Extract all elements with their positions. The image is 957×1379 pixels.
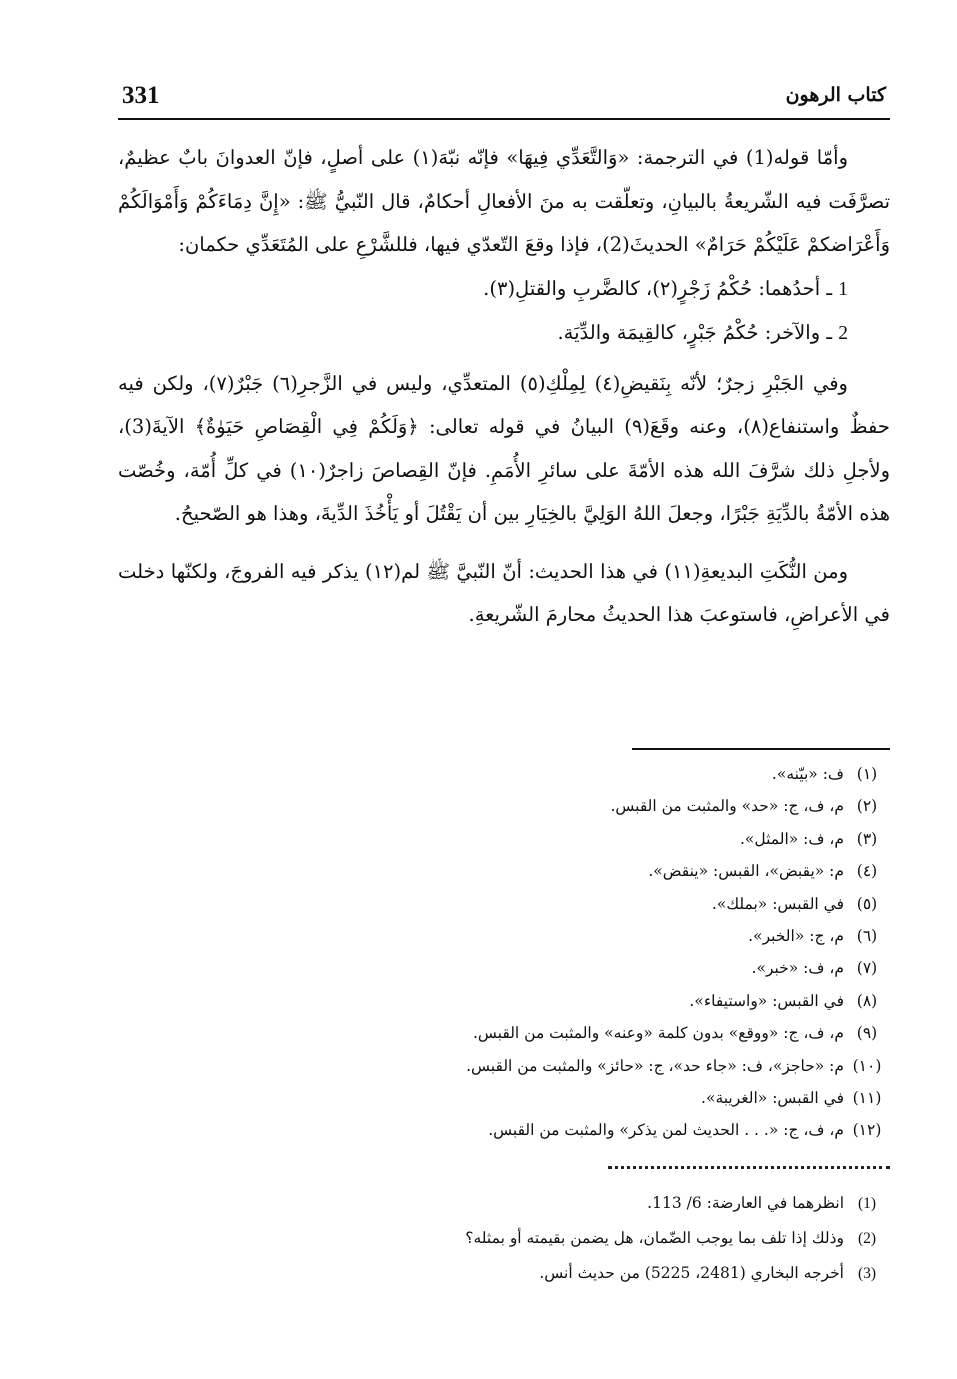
footnote-text: م، ف، ج: «. . . الحديث لمن يذكر» والمثبت من القبس. xyxy=(488,1121,844,1140)
footnote-text: م، ف، ج: «حد» والمثبت من القبس. xyxy=(610,797,844,816)
footnote-text: ف: «بيّنه». xyxy=(771,765,844,783)
footnote-separator xyxy=(632,748,890,750)
footnote-number: (٨) xyxy=(856,991,878,1010)
footnote-number: (١١) xyxy=(852,1089,882,1108)
list-number: 1 xyxy=(838,278,848,300)
footnote xyxy=(118,790,890,822)
paragraph: وأمّا قوله(1) في الترجمة: «وَالتَّعَدِّي فِيهَا» فإنّه نبّهَ(١) على أصلٍ، فإنّ العدوانَ بابٌ عظيمٌ، تصرَّفَت فيه الشّريعةُ بالبيانِ، وتعلّقت به منَ الأفعالِ أحكامٌ، قال النّبيُّ ﷺ: «إِنَّ دِمَاءَكُمْ وَأَمْوَالَكُمْ وَأَعْرَاضكمْ عَلَيْكُمْ حَرَامٌ» الحديثَ(2)، فإذا وقعَ التّعدّي فيها، فللشَّرْعِ على المُتَعَدِّي حكمان: xyxy=(118,146,890,256)
paragraph: ومن النُّكَتِ البديعةِ(١١) في هذا الحديث: أنّ النّبيَّ ﷺ لم(١٢) يذكر فيه الفروجَ، ولكنّها دخلت في الأعراضِ، فاستوعبَ هذا الحديثُ محارمَ الشّريعةِ. xyxy=(118,559,890,626)
list-text: ـ والآخر: حُكْمُ جَبْرٍ، كالقِيمَة والدِّيَة. xyxy=(557,321,839,344)
footnote-text: وذلك إذا تلف بما يوجب الضّمان، هل يضمن بقيمته أو بمثله؟ xyxy=(465,1229,844,1247)
footnote-number: (1) xyxy=(857,1195,877,1212)
footnote-number: (٥) xyxy=(856,894,878,913)
footnote-number: (٩) xyxy=(856,1024,878,1043)
footnote-text: م، ج: «الخبر». xyxy=(748,927,844,946)
list-text: ـ أحدُهما: حُكْمُ زَجْرٍ(٢)، كالضَّربِ والقتلِ(٣). xyxy=(483,276,839,300)
footnote-number: (١٠) xyxy=(852,1056,882,1075)
dotted-separator xyxy=(608,1166,890,1169)
footnote-number: (١) xyxy=(856,765,878,783)
list-item xyxy=(118,311,890,356)
footnote xyxy=(118,758,890,790)
footnote-text: م، ف، ج: «ووقع» بدون كلمة «وعنه» والمثبت من القبس. xyxy=(472,1024,844,1043)
footnote-text: انظرهما في العارضة: 6/ 113. xyxy=(647,1194,844,1212)
list-item xyxy=(118,267,890,312)
footnote xyxy=(118,1186,890,1221)
footnote xyxy=(118,920,890,952)
footnote xyxy=(118,1050,890,1082)
footnote xyxy=(118,855,890,887)
footnote-number: (١٢) xyxy=(852,1121,882,1140)
variant-footnotes xyxy=(118,758,890,1147)
footnote-number: (٦) xyxy=(856,927,878,946)
footnote-number: (٤) xyxy=(856,862,878,881)
footnote-text: م: «حاجز»، ف: «جاء حد»، ج: «حائز» والمثبت من القبس. xyxy=(466,1056,844,1075)
footnote-text: في القبس: «بملك». xyxy=(711,894,844,913)
footnote xyxy=(118,1221,890,1256)
footnote-number: (٧) xyxy=(856,959,878,978)
footnote-text: في القبس: «واستيفاء». xyxy=(689,991,844,1010)
footnote-number: (٢) xyxy=(856,797,878,816)
footnote-number: (3) xyxy=(857,1265,877,1282)
editor-footnotes xyxy=(118,1186,890,1291)
page-header xyxy=(118,82,890,120)
footnote xyxy=(118,888,890,920)
footnote xyxy=(118,952,890,984)
footnote xyxy=(118,823,890,855)
footnote-text: في القبس: «الغريبة». xyxy=(701,1089,844,1108)
main-text xyxy=(118,136,890,637)
footnote xyxy=(118,1114,890,1146)
footnote-text: م: «يقبض»، القبس: «ينقض». xyxy=(648,862,844,881)
running-title: كتاب الرهون xyxy=(785,84,886,106)
footnote-text: م، ف: «خبر». xyxy=(751,959,844,978)
page-number: 331 xyxy=(122,82,160,109)
footnote-number: (٣) xyxy=(856,829,878,848)
footnote xyxy=(118,1082,890,1114)
footnote xyxy=(118,1256,890,1291)
footnote xyxy=(118,985,890,1017)
footnote-text: أخرجه البخاري (2481، 5225) من حديث أنس. xyxy=(539,1264,844,1282)
footnote-number: (2) xyxy=(857,1230,877,1247)
paragraph: وفي الجَبْرِ زجرٌ؛ لأنّه بِنَقيضِ(٤) لِمِلْكِ(٥) المتعدِّي، وليس في الزَّجرِ(٦) جَبْرٌ(٧)، ولكن فيه حفظٌ واستنفاع(٨)، وعنه وقَعَ(٩) البيانُ في قوله تعالى: ﴿وَلَكُمْ فِي الْقِصَاصِ حَيَوٰةٌ﴾ الآيةَ(3)، ولأجلِ ذلك شرَّفَ الله هذه الأمّةَ على سائرِ الأُمَمِ. فإنّ القِصاصَ زاجرٌ(١٠) في كلِّ أُمّة، وخُصّت هذه الأمّةُ بالدِّيَةِ جَبْرًا، وجعلَ اللهُ الوَلِيَّ بالخِيَارِ بين أن يَقْتُلَ أو يَأْخُذَ الدِّيةَ، وهذا هو الصّحيحُ. xyxy=(118,371,890,525)
list-number: 2 xyxy=(838,323,848,344)
footnote xyxy=(118,1017,890,1049)
footnote-text: م، ف: «المثل». xyxy=(739,829,844,848)
